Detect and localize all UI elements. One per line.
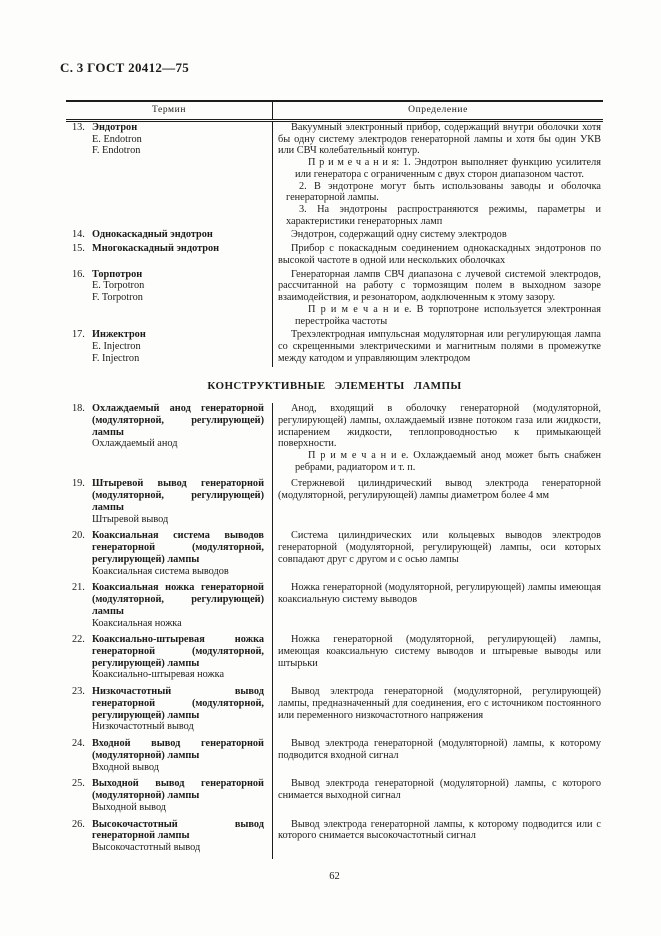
term-text — [92, 778, 264, 813]
definition-cell — [272, 269, 603, 330]
term-title: Входной вывод генераторной (модуляторной) лампы — [92, 738, 264, 761]
definition-cell — [272, 686, 603, 738]
definition-paragraph: Ножка генераторной (модуляторной, регулирующей) лампы, имеющая коаксиальную систему выводов и штыревые выводы или штырьки — [278, 634, 601, 669]
term-variant: E. Torpotron — [92, 280, 145, 292]
definition-paragraph: Вывод электрода генераторной лампы, к которому подводится или с которого снимается высокочастотный сигнал — [278, 818, 601, 842]
table-row — [66, 634, 603, 686]
term-entry — [72, 122, 264, 157]
term-variant: Коаксиальная система выводов — [92, 565, 229, 577]
term-variant: F. Injectron — [92, 352, 140, 364]
term-text — [92, 329, 264, 364]
term-text — [92, 122, 264, 157]
term-entry — [72, 686, 264, 733]
definition-cell — [272, 530, 603, 582]
definition-paragraph: Эндотрон, содержащий одну систему электродов — [291, 229, 507, 241]
definition-cell — [272, 582, 603, 634]
term-text — [92, 686, 264, 733]
table-row — [66, 686, 603, 738]
definition-cell — [272, 243, 603, 268]
term-text — [92, 530, 264, 577]
term-cell — [66, 582, 272, 634]
definition-paragraph: Ножка генераторной (модуляторной, регулирующей) лампы имеющая коаксиальную систему выводов — [278, 582, 601, 606]
term-entry — [72, 738, 264, 773]
definition-paragraph: Вывод электрода генераторной (модуляторной) лампы, к которому подводится входной сигнал — [278, 738, 601, 761]
definition-paragraph: Вывод электрода генераторной (модуляторной) лампы, с которого снимается выходной сигнал — [278, 778, 601, 802]
term-title: Многокаскадный эндотрон — [92, 243, 220, 255]
term-cell — [66, 269, 272, 330]
term-number: 19. — [72, 478, 85, 490]
term-entry — [72, 269, 264, 304]
definition-paragraph: Анод, входящий в оболочку генераторной (модуляторной, регулирующей) лампы, охлаждаемый извне потоком газа или жидкости, испарением жидкости, теплопроводностью к примыкающей поверхности. — [278, 403, 601, 450]
term-number: 22. — [72, 634, 85, 646]
term-cell — [66, 686, 272, 738]
definition-note: 2. В эндотроне могут быть использованы заводы и оболочка генераторной лампы. — [286, 180, 601, 204]
term-text — [92, 403, 264, 450]
term-entry — [72, 530, 264, 577]
column-header-definition: Определение — [272, 102, 603, 119]
term-entry — [72, 243, 264, 255]
table-body-terms-13-17 — [66, 122, 603, 367]
term-number: 25. — [72, 778, 85, 790]
term-cell — [66, 478, 272, 530]
term-variant: E. Injectron — [92, 341, 141, 353]
term-number: 20. — [72, 530, 85, 542]
definition-paragraph: Трехэлектродная импульсная модуляторная или регулирующая лампа со скрещенными электрическими и магнитным полями в промежутке между катодом и управляющим электродом — [278, 329, 601, 364]
term-cell — [66, 530, 272, 582]
term-title: Эндотрон — [92, 121, 138, 133]
term-variant: Коаксиальная ножка — [92, 617, 182, 629]
table-row — [66, 738, 603, 778]
term-title: Низкочастотный вывод генераторной (модуляторной, регулирующей) лампы — [92, 686, 264, 721]
term-number: 26. — [72, 818, 85, 830]
term-entry — [72, 229, 264, 241]
definition-paragraph: Стержневой цилиндрический вывод электрода генераторной (модуляторной, регулирующей) лампы диаметром более 4 мм — [278, 478, 601, 502]
term-variant: F. Endotron — [92, 145, 141, 157]
term-variant: Входной вывод — [92, 761, 159, 773]
page-number: 62 — [329, 871, 340, 882]
table-row — [66, 243, 603, 268]
term-entry — [72, 329, 264, 364]
term-variant: Коаксиально-штыревая ножка — [92, 669, 225, 681]
definition-paragraph: Система цилиндрических или кольцевых выводов электродов генераторной (модуляторной, регулирующей) лампы, оси которых совпадают друг с другом и с осью лампы — [278, 530, 601, 565]
term-text — [92, 819, 264, 854]
table-row — [66, 403, 603, 478]
definition-cell — [272, 229, 603, 243]
definition-paragraph: Вакуумный электронный прибор, содержащий внутри оболочки хотя бы одну систему электродов генераторной лампы и хотя бы один УКВ или СВЧ колебательный контур. — [278, 121, 601, 157]
term-text — [92, 634, 264, 681]
term-cell — [66, 403, 272, 478]
definition-paragraph: Генераторная лампв СВЧ диапазона с лучевой системой электродов, рассчитанной на работу с тормозящим полем в выходном зазоре взаимодействия, и резонатором, аодключенным к этому зазору. — [278, 268, 601, 304]
term-number: 16. — [72, 268, 85, 280]
term-number: 14. — [72, 229, 85, 241]
definition-note: П р и м е ч а н и я: 1. Эндотрон выполняет функцию усилителя или генератора с ограниченным с двух сторон диапазоном частот. — [295, 157, 601, 180]
table-row — [66, 778, 603, 818]
term-variant: Выходной вывод — [92, 801, 167, 813]
term-text — [92, 738, 264, 773]
page-header: С. 3 ГОСТ 20412—75 — [60, 60, 190, 75]
term-entry — [72, 478, 264, 525]
term-title: Охлаждаемый анод генераторной (модуляторной, регулирующей) лампы — [92, 403, 264, 438]
section-header: КОНСТРУКТИВНЫЕ ЭЛЕМЕНТЫ ЛАМПЫ — [207, 379, 462, 392]
column-header-term: Термин — [151, 105, 187, 115]
term-text — [92, 582, 264, 629]
term-cell — [66, 329, 272, 366]
term-entry — [72, 778, 264, 813]
term-variant: Штыревой вывод — [92, 513, 169, 525]
definition-paragraph: Прибор с покаскадным соединением однокаскадных эндотронов по высокой частоте в одной или нескольких оболочках — [278, 243, 601, 266]
term-title: Коаксиальная ножка генераторной (модуляторной, регулирующей) лампы — [92, 582, 264, 617]
term-variant: E. Endotron — [92, 133, 142, 145]
table-row — [66, 122, 603, 230]
term-number: 15. — [72, 243, 85, 255]
term-variant: Охлаждаемый анод — [92, 438, 178, 450]
term-text — [92, 229, 264, 241]
term-number: 23. — [72, 686, 85, 698]
term-number: 24. — [72, 738, 85, 750]
term-title: Выходной вывод генераторной (модуляторной) лампы — [92, 778, 264, 802]
term-title: Коаксиально-штыревая ножка генераторной (модуляторной, регулирующей) лампы — [92, 634, 264, 669]
term-variant: Низкочастотный вывод — [92, 721, 194, 733]
term-variant: Высокочастотный вывод — [92, 842, 201, 854]
table-row — [66, 582, 603, 634]
definition-note: П р и м е ч а н и е. В торпотроне используется электронная перестройка частоты — [295, 303, 601, 327]
definition-paragraph: Вывод электрода генераторной (модуляторной, регулирующей) лампы, предназначенный для соединения, его с источником постоянного или переменного низкочастотного напряжения — [278, 686, 601, 721]
term-title: Инжектрон — [92, 329, 146, 341]
term-text — [92, 269, 264, 304]
term-cell — [66, 634, 272, 686]
term-text — [92, 478, 264, 525]
term-entry — [72, 634, 264, 681]
term-number: 21. — [72, 582, 85, 594]
term-text — [92, 243, 264, 255]
term-title: Торпотрон — [92, 268, 143, 280]
term-entry — [72, 819, 264, 854]
term-variant: F. Torpotron — [92, 292, 143, 304]
definition-note: П р и м е ч а н и е. Охлаждаемый анод может быть снабжен ребрами, радиатором и т. п. — [295, 449, 601, 473]
definition-cell — [272, 403, 603, 478]
definition-cell — [272, 634, 603, 686]
term-cell — [66, 738, 272, 778]
term-number: 17. — [72, 329, 85, 341]
term-title: Высокочастотный вывод генераторной лампы — [92, 818, 264, 842]
term-title: Штыревой вывод генераторной (модуляторной, регулирующей) лампы — [92, 478, 264, 513]
term-entry — [72, 403, 264, 450]
term-number: 18. — [72, 403, 85, 415]
table-row — [66, 478, 603, 530]
term-cell — [66, 243, 272, 268]
definition-cell — [272, 122, 603, 230]
table-row — [66, 530, 603, 582]
table-body-terms-18-26 — [66, 403, 603, 859]
term-cell — [66, 819, 272, 859]
term-cell — [66, 778, 272, 818]
terms-table — [66, 100, 603, 859]
definition-cell — [272, 329, 603, 366]
table-row — [66, 229, 603, 243]
definition-cell — [272, 778, 603, 818]
term-cell — [66, 229, 272, 243]
term-title: Коаксиальная система выводов генераторной (модуляторной, регулирующей) лампы — [92, 530, 264, 565]
term-entry — [72, 582, 264, 629]
table-row — [66, 269, 603, 330]
term-title: Однокаскадный эндотрон — [92, 229, 213, 241]
table-header-row — [66, 100, 603, 122]
table-row — [66, 819, 603, 859]
table-row — [66, 329, 603, 366]
definition-cell — [272, 478, 603, 530]
definition-cell — [272, 819, 603, 859]
term-cell — [66, 122, 272, 230]
term-number: 13. — [72, 121, 85, 133]
definition-cell — [272, 738, 603, 778]
definition-note: 3. На эндотроны распространяются режимы, параметры и характеристики генераторных ламп — [286, 203, 601, 227]
